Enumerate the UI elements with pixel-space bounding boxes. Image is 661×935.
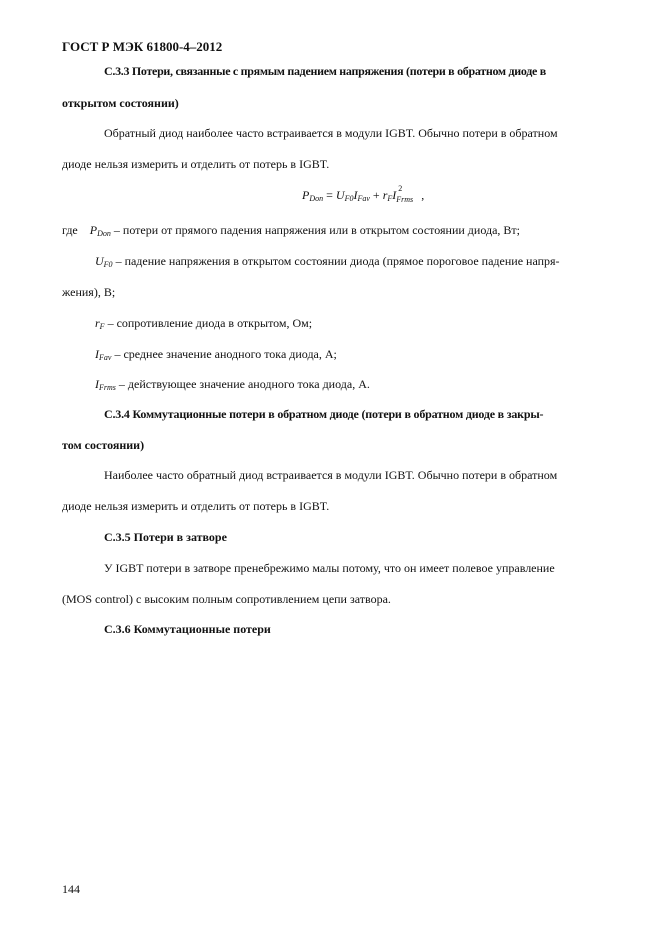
section-c36-heading: С.3.6 Коммутационные потери <box>104 622 271 636</box>
definition-ifrms-text: – действующее значение анодного тока диода, А. <box>115 377 370 391</box>
section-c33-heading-line1: С.3.3 Потери, связанные с прямым падением напряжения (потери в обратном диоде в <box>104 64 546 78</box>
formula-i2-sup: 2 <box>398 184 403 193</box>
definition-ifav <box>95 347 337 361</box>
definition-ifrms-sub: Frms <box>99 383 116 392</box>
document-header: ГОСТ Р МЭК 61800-4–2012 <box>62 39 223 54</box>
definition-uf0 <box>95 254 560 268</box>
definition-uf0-text-line2: жения), В; <box>62 285 116 299</box>
formula-r: r <box>382 188 388 202</box>
definition-ifav-symbol: I <box>95 347 99 361</box>
formula-loss-on-state <box>302 184 425 204</box>
definition-ifav-text: – среднее значение анодного тока диода, А; <box>111 347 337 361</box>
formula-p-sub: Don <box>309 194 324 203</box>
formula-r-sub: F <box>387 194 393 203</box>
definition-rf-symbol: r <box>95 316 100 330</box>
section-c33-paragraph-line1: Обратный диод наиболее часто встраивается в модули IGBT. Обычно потери в обратном <box>104 126 558 140</box>
section-c35-paragraph-line1: У IGBT потери в затворе пренебрежимо малы потому, что он имеет полевое управление <box>104 561 555 575</box>
section-c35-paragraph-line2: (MOS control) с высоким полным сопротивлением цепи затвора. <box>62 592 391 606</box>
formula-i1-sub: Fav <box>357 194 370 203</box>
section-c34-heading-line2: том состоянии) <box>62 438 145 452</box>
definition-pdon-text: – потери от прямого падения напряжения или в открытом состоянии диода, Вт; <box>110 223 521 237</box>
section-c33-heading-line2: открытом состоянии) <box>62 96 179 110</box>
section-c35-heading: С.3.5 Потери в затворе <box>104 530 227 544</box>
definition-rf <box>95 316 312 330</box>
definition-uf0-sub: F0 <box>103 260 113 269</box>
definition-rf-sub: F <box>99 322 105 331</box>
formula-plus: + <box>369 188 383 202</box>
definition-where: где <box>62 223 78 237</box>
formula-end: , <box>418 188 425 202</box>
definition-uf0-text-line1: – падение напряжения в открытом состоянии диода (прямое пороговое падение напря- <box>112 254 560 268</box>
section-c33-paragraph-line2: диоде нельзя измерить и отделить от потерь в IGBT. <box>62 157 330 171</box>
formula-u-sub: F0 <box>344 194 354 203</box>
formula-i2-sub: Frms <box>396 195 414 204</box>
section-c34-paragraph-line1: Наиболее часто обратный диод встраивается в модули IGBT. Обычно потери в обратном <box>104 468 558 482</box>
section-c34-heading-line1: С.3.4 Коммутационные потери в обратном диоде (потери в обратном диоде в закры- <box>104 407 544 421</box>
formula-eq: = <box>323 188 336 202</box>
page-number: 144 <box>62 882 80 896</box>
definition-pdon-symbol: P <box>89 223 98 237</box>
section-c34-paragraph-line2: диоде нельзя измерить и отделить от потерь в IGBT. <box>62 499 330 513</box>
definition-uf0-symbol: U <box>95 254 104 268</box>
formula-u: U <box>335 188 345 202</box>
definition-rf-text: – сопротивление диода в открытом, Ом; <box>104 316 313 330</box>
definition-pdon-sub: Don <box>97 229 111 238</box>
definition-pdon <box>62 223 520 237</box>
formula-i2: I <box>392 188 397 202</box>
definition-ifav-sub: Fav <box>99 353 112 362</box>
definition-ifrms-symbol: I <box>95 377 99 391</box>
definition-ifrms <box>95 377 370 391</box>
formula-p: P <box>302 188 310 202</box>
formula-i1: I <box>353 188 358 202</box>
